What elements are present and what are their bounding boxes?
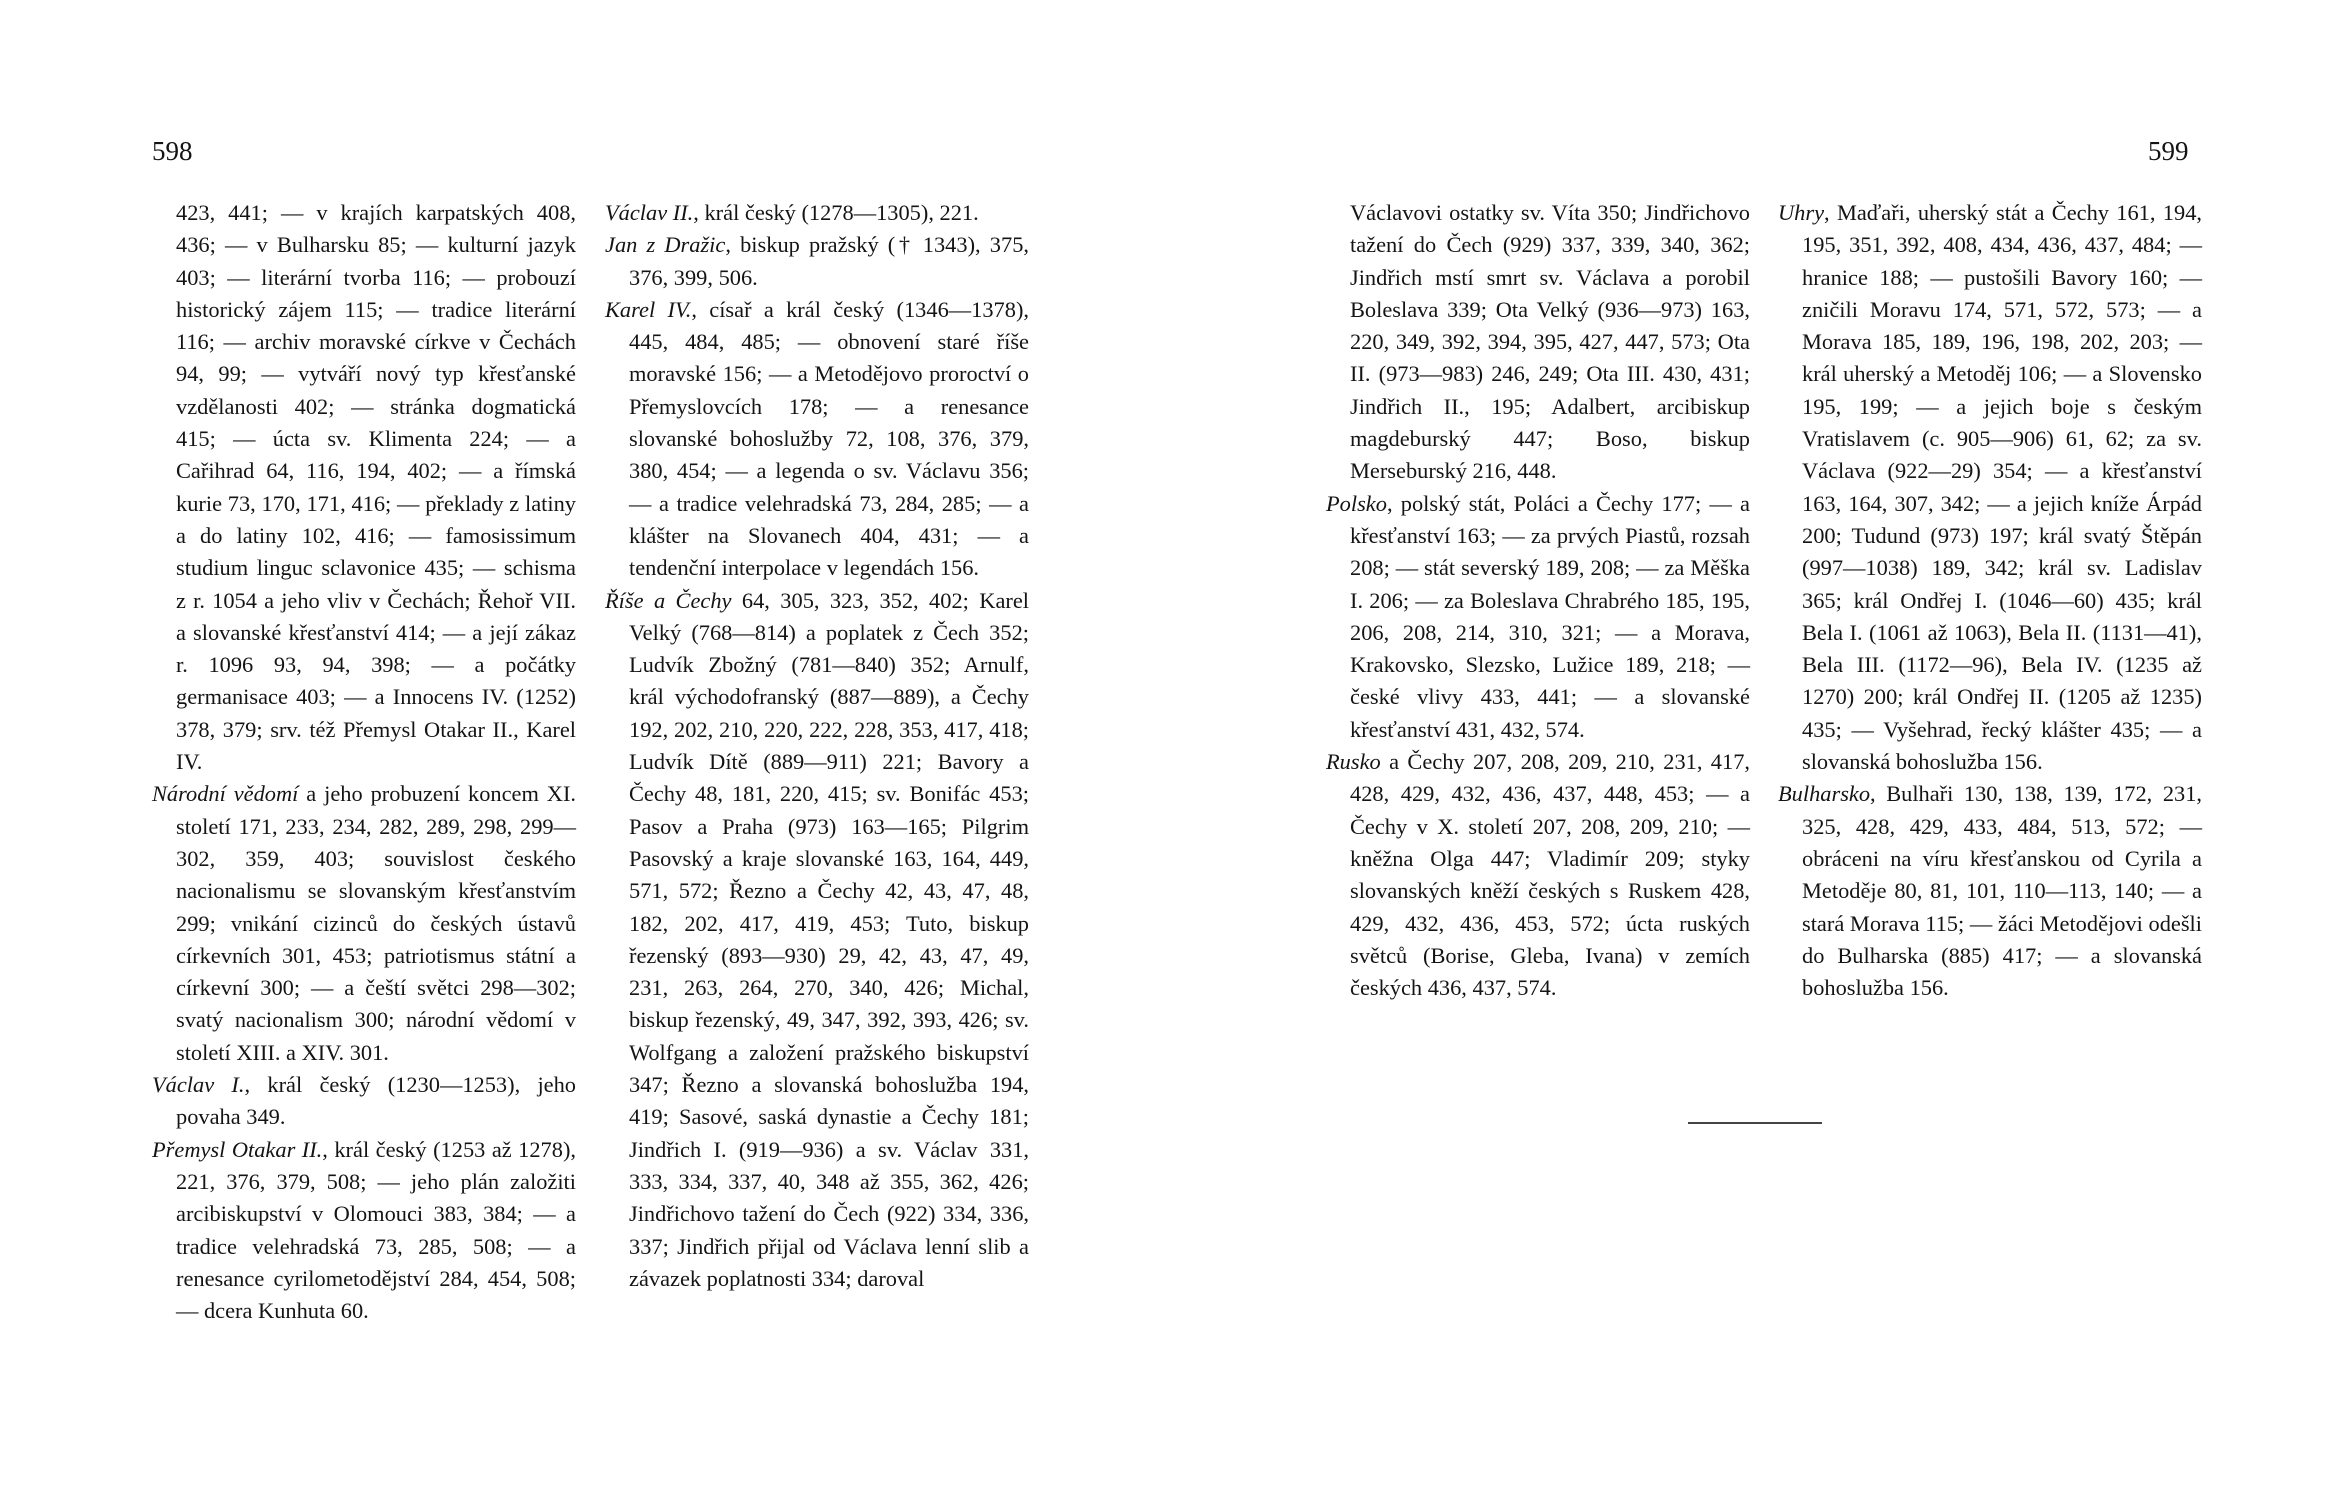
entry-heading: Rusko <box>1326 749 1381 775</box>
entry-text: a Čechy 207, 208, 209, 210, 231, 417, 428, 429, 432, 436, 437, 448, 453; — a Čechy v X. století 207, 208, 209, 210; — kněžna Olga 447; Vladimír 209; styky slovanských kněží českých s Ruskem 428, 429, 432, 436, 453, 572; úcta ruských světců (Borise, Gleba, Ivana) v zemích českých 436, 437, 574. <box>1350 749 1750 1001</box>
left-page-column-1 <box>152 197 576 1327</box>
index-entry <box>605 585 1029 1296</box>
continuation-text: 423, 441; — v krajích karpatských 408, 436; — v Bulharsku 85; — kulturní jazyk 403; — literární tvorba 116; — probouzí historický zájem 115; — tradice literární 116; — archiv moravské církve v Čechách 94, 99; — vytváří nový typ křesťanské vzdělanosti 402; — stránka dogmatická 415; — úcta sv. Klimenta 224; — a Cařihrad 64, 116, 194, 402; — a římská kurie 73, 170, 171, 416; — překlady z latiny a do latiny 102, 416; — famosissimum studium linguc sclavonice 435; — schisma z r. 1054 a jeho vliv v Čechách; Řehoř VII. a slovanské křesťanství 414; — a její zákaz r. 1096 93, 94, 398; — a počátky germanisace 403; — a Innocens IV. (1252) 378, 379; srv. též Přemysl Otakar II., Karel IV. <box>176 200 576 775</box>
end-rule-divider <box>1688 1122 1822 1124</box>
entry-heading: Václav II. <box>605 200 694 225</box>
entry-text: , Maďaři, uherský stát a Čechy 161, 194, 195, 351, 392, 408, 434, 436, 437, 484; — hranice 188; — pustošili Bavory 160; — zničili Moravu 174, 571, 572, 573; — a Morava 185, 189, 196, 198, 202, 203; — král uherský a Metoděj 106; — a Slovensko 195, 199; — a jejich boje s českým Vratislavem (c. 905—906) 61, 62; za sv. Václava (922—29) 354; — a křesťanství 163, 164, 307, 342; — a jejich kníže Árpád 200; Tudund (973) 197; král svatý Štěpán (997—1038) 189, 342; král sv. Ladislav 365; král Ondřej I. (1046—60) 435; král Bela I. (1061 až 1063), Bela II. (1131—41), Bela III. (1172—96), Bela IV. (1235 až 1270) 200; král Ondřej II. (1205 až 1235) 435; — Vyšehrad, řecký klášter 435; — a slovanská bohoslužba 156. <box>1802 200 2202 775</box>
entry-heading: Václav I. <box>152 1072 245 1098</box>
right-page-column-2 <box>1778 197 2202 1004</box>
left-page-column-2 <box>605 197 1029 1295</box>
entry-text: , polský stát, Poláci a Čechy 177; — a křesťanství 163; — za prvých Piastů, rozsah 208; — stát severský 189, 208; — za Měška I. 206; — za Boleslava Chrabrého 185, 195, 206, 208, 214, 310, 321; — a Morava, Krakovsko, Slezsko, Lužice 189, 218; — české vlivy 433, 441; — a slovanské křesťanství 431, 432, 574. <box>1350 490 1750 742</box>
entry-heading: Říše a Čechy <box>605 587 732 613</box>
entry-heading: Jan z Dražic <box>605 232 726 258</box>
index-entry <box>1778 778 2202 1004</box>
page-number-right: 599 <box>2148 136 2189 166</box>
index-entry <box>1326 488 1750 746</box>
entry-text: , král český (1278—1305), 221. <box>693 200 979 225</box>
index-continuation <box>152 197 576 778</box>
page-number-left: 598 <box>152 136 193 166</box>
entry-text: , král český (1230—1253), jeho povaha 349. <box>176 1072 576 1130</box>
entry-text: 64, 305, 323, 352, 402; Karel Velký (768—814) a poplatek z Čech 352; Ludvík Zbožný (781—840) 352; Arnulf, král východofranský (887—889), a Čechy 192, 202, 210, 220, 222, 228, 353, 417, 418; Ludvík Dítě (889—911) 221; Bavory a Čechy 48, 181, 220, 415; sv. Bonifác 453; Pasov a Praha (973) 163—165; Pilgrim Pasovský a kraje slovanské 163, 164, 449, 571, 572; Řezno a Čechy 42, 43, 47, 48, 182, 202, 417, 419, 453; Tuto, biskup řezenský (893—930) 29, 42, 43, 47, 49, 231, 263, 264, 270, 340, 426; Michal, biskup řezenský, 49, 347, 392, 393, 426; sv. Wolfgang a založení pražského biskupství 347; Řezno a slovanská bohoslužba 194, 419; Sasové, saská dynastie a Čechy 181; Jindřich I. (919—936) a sv. Václav 331, 333, 334, 337, 40, 348 až 355, 362, 426; Jindřichovo tažení do Čech (922) 334, 336, 337; Jindřich přijal od Václava lenní slib a závazek poplatnosti 334; daroval <box>629 587 1029 1291</box>
index-entry <box>152 1134 576 1328</box>
index-entry <box>605 294 1029 585</box>
entry-heading: Karel IV. <box>605 296 692 322</box>
entry-heading: Uhry <box>1778 200 1825 225</box>
index-entry <box>1326 746 1750 1004</box>
entry-heading: Národní vědomí <box>152 781 299 807</box>
entry-text: , Bulhaři 130, 138, 139, 172, 231, 325, 428, 429, 433, 484, 513, 572; — obráceni na víru křesťanskou od Cyrila a Metoděje 80, 81, 101, 110—113, 140; — a stará Morava 115; — žáci Metodějovi odešli do Bulharska (885) 417; — a slovanská bohoslužba 156. <box>1802 781 2202 1001</box>
entry-text: , biskup pražský († 1343), 375, 376, 399, 506. <box>629 232 1029 290</box>
continuation-text: Václavovi ostatky sv. Víta 350; Jindřichovo tažení do Čech (929) 337, 339, 340, 362; Jindřich mstí smrt sv. Václava a porobil Boleslava 339; Ota Velký (936—973) 163, 220, 349, 392, 394, 395, 427, 447, 573; Ota II. (973—983) 246, 249; Ota III. 430, 431; Jindřich II., 195; Adalbert, arcibiskup magdeburský 447; Boso, biskup Merseburský 216, 448. <box>1350 200 1750 484</box>
index-entry <box>152 1069 576 1134</box>
right-page-column-1 <box>1326 197 1750 1004</box>
entry-heading: Bulharsko <box>1778 781 1871 807</box>
entry-text: , císař a král český (1346—1378), 445, 484, 485; — obnovení staré říše moravské 156; — a Metodějovo proroctví o Přemyslovcích 178; — a renesance slovanské bohoslužby 72, 108, 376, 379, 380, 454; — a legenda o sv. Václavu 356; — a tradice velehradská 73, 284, 285; — a klášter na Slovanech 404, 431; — a tendenční interpolace v legendách 156. <box>629 296 1029 581</box>
index-entry <box>605 229 1029 294</box>
index-continuation <box>1326 197 1750 488</box>
index-entry <box>1778 197 2202 778</box>
index-entry <box>605 197 1029 229</box>
entry-heading: Přemysl Otakar II. <box>152 1136 323 1162</box>
entry-text: , král český (1253 až 1278), 221, 376, 379, 508; — jeho plán založiti arcibiskupství v Olomouci 383, 384; — a tradice velehradská 73, 285, 508; — a renesance cyrilometodějství 284, 454, 508; — dcera Kunhuta 60. <box>176 1136 577 1324</box>
index-entry <box>152 778 576 1069</box>
entry-text: a jeho probuzení koncem XI. století 171, 233, 234, 282, 289, 298, 299—302, 359, 403; souvislost českého nacionalismu se slovanským křesťanstvím 299; vnikání cizinců do českých ústavů církevních 301, 453; patriotismus státní a církevní 300; — a čeští světci 298—302; svatý nacionalism 300; národní vědomí v století XIII. a XIV. 301. <box>176 781 577 1065</box>
entry-heading: Polsko <box>1326 490 1387 516</box>
